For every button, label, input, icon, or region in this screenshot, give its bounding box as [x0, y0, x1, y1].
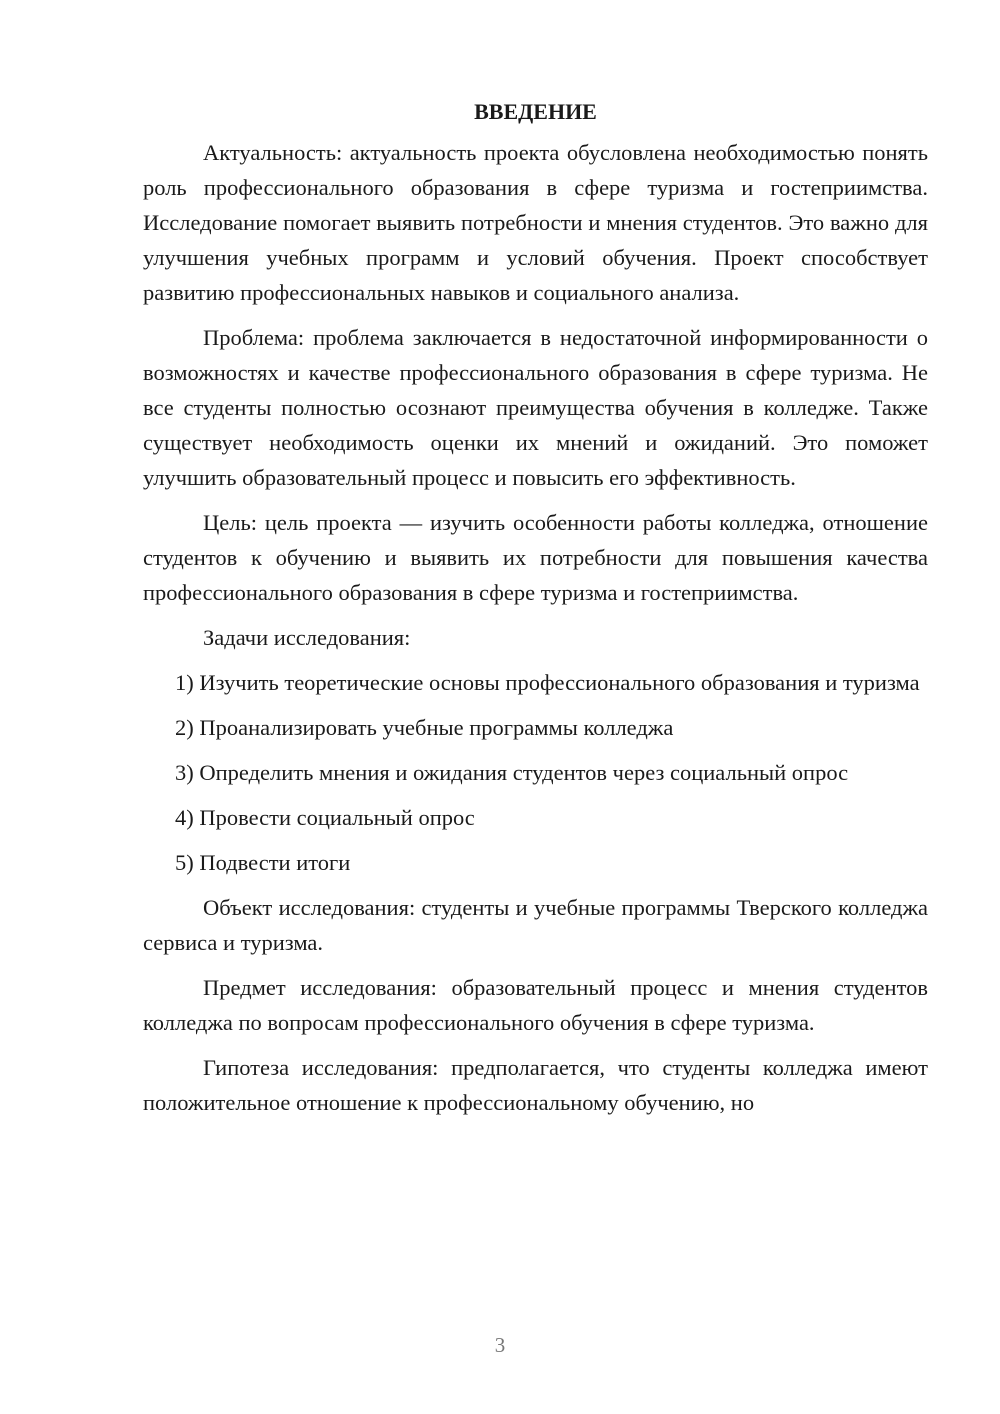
task-item-3: 3) Определить мнения и ожидания студентов через социальный опрос [175, 760, 849, 785]
task-item-5: 5) Подвести итоги [175, 850, 351, 875]
paragraph-relevance: Актуальность: актуальность проекта обусловлена необходимостью понять роль профессионального образования в сфере туризма и гостеприимства. Исследование помогает выявить потребности и мнения студентов. Это важно для улучшения учебных программ и условий обучения. Проект способствует развитию профессиональных навыков и социального анализа. [143, 140, 928, 305]
task-item-2: 2) Проанализировать учебные программы колледжа [175, 715, 674, 740]
task-item-4: 4) Провести социальный опрос [175, 805, 475, 830]
task-item-1: 1) Изучить теоретические основы профессионального образования и туризма [175, 670, 920, 695]
paragraph-subject: Предмет исследования: образовательный процесс и мнения студентов колледжа по вопросам профессионального обучения в сфере туризма. [143, 975, 928, 1035]
paragraph-object: Объект исследования: студенты и учебные программы Тверского колледжа сервиса и туризма. [143, 895, 928, 955]
paragraph-goal: Цель: цель проекта — изучить особенности работы колледжа, отношение студентов к обучению и выявить их потребности для повышения качества профессионального образования в сфере туризма и гостеприимства. [143, 510, 928, 605]
paragraph-hypothesis: Гипотеза исследования: предполагается, что студенты колледжа имеют положительное отношение к профессиональному обучению, но [143, 1055, 928, 1115]
document-title: ВВЕДЕНИЕ [474, 99, 597, 124]
paragraph-problem: Проблема: проблема заключается в недостаточной информированности о возможностях и качестве профессионального образования в сфере туризма. Не все студенты полностью осознают преимущества обучения в колледже. Также существует необходимость оценки их мнений и ожиданий. Это поможет улучшить образовательный процесс и повысить его эффективность. [143, 325, 928, 490]
page-number: 3 [494, 1333, 506, 1357]
document-page [143, 96, 928, 1130]
tasks-heading: Задачи исследования: [203, 625, 411, 650]
